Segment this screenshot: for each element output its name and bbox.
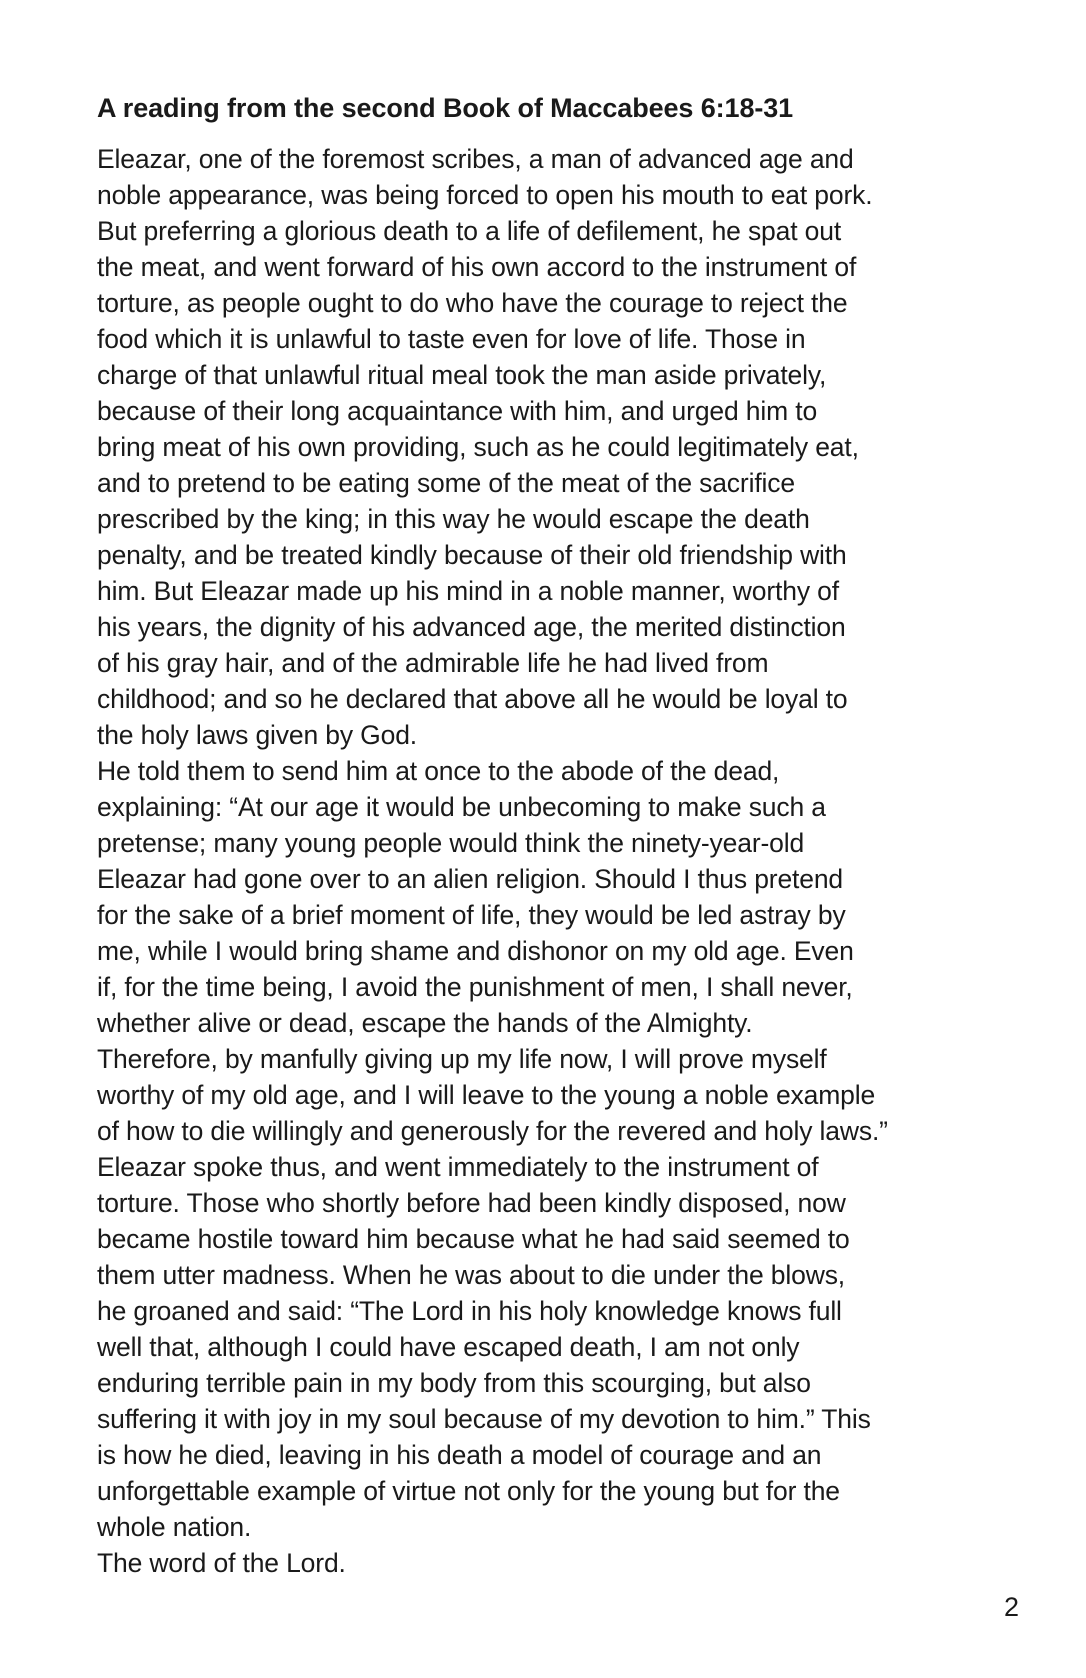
reading-body <box>97 141 1027 1581</box>
text-line: food which it is unlawful to taste even for love of life. Those in <box>97 324 806 354</box>
text-line: noble appearance, was being forced to open his mouth to eat pork. <box>97 180 873 210</box>
text-line: whether alive or dead, escape the hands of the Almighty. <box>97 1008 753 1038</box>
text-line: if, for the time being, I avoid the punishment of men, I shall never, <box>97 972 853 1002</box>
text-line: worthy of my old age, and I will leave to the young a noble example <box>97 1080 876 1110</box>
text-line: prescribed by the king; in this way he would escape the death <box>97 504 810 534</box>
reading-title: A reading from the second Book of Maccabees 6:18-31 <box>97 93 794 123</box>
text-line: explaining: “At our age it would be unbecoming to make such a <box>97 792 826 822</box>
text-line: the meat, and went forward of his own accord to the instrument of <box>97 252 857 282</box>
text-line: suffering it with joy in my soul because of my devotion to him.” This <box>97 1404 871 1434</box>
text-line: and to pretend to be eating some of the meat of the sacrifice <box>97 468 795 498</box>
text-line: of how to die willingly and generously for the revered and holy laws.” <box>97 1116 888 1146</box>
text-line: childhood; and so he declared that above all he would be loyal to <box>97 684 848 714</box>
text-line: them utter madness. When he was about to die under the blows, <box>97 1260 846 1290</box>
text-line: Eleazar had gone over to an alien religion. Should I thus pretend <box>97 864 844 894</box>
text-line: of his gray hair, and of the admirable life he had lived from <box>97 648 769 678</box>
text-line: is how he died, leaving in his death a model of courage and an <box>97 1440 822 1470</box>
text-line: bring meat of his own providing, such as he could legitimately eat, <box>97 432 859 462</box>
text-line: Eleazar, one of the foremost scribes, a man of advanced age and <box>97 144 854 174</box>
text-line: torture, as people ought to do who have the courage to reject the <box>97 288 848 318</box>
text-line: because of their long acquaintance with him, and urged him to <box>97 396 818 426</box>
text-line: the holy laws given by God. <box>97 720 418 750</box>
text-line: Therefore, by manfully giving up my life now, I will prove myself <box>97 1044 827 1074</box>
text-line: But preferring a glorious death to a life of defilement, he spat out <box>97 216 842 246</box>
text-line: unforgettable example of virtue not only for the young but for the <box>97 1476 840 1506</box>
text-line: he groaned and said: “The Lord in his holy knowledge knows full <box>97 1296 842 1326</box>
text-line: him. But Eleazar made up his mind in a noble manner, worthy of <box>97 576 839 606</box>
text-line: his years, the dignity of his advanced age, the merited distinction <box>97 612 846 642</box>
text-line: for the sake of a brief moment of life, they would be led astray by <box>97 900 846 930</box>
text-line: The word of the Lord. <box>97 1548 346 1578</box>
text-line: pretense; many young people would think the ninety-year-old <box>97 828 805 858</box>
text-line: He told them to send him at once to the abode of the dead, <box>97 756 780 786</box>
text-line: charge of that unlawful ritual meal took the man aside privately, <box>97 360 827 390</box>
text-line: torture. Those who shortly before had been kindly disposed, now <box>97 1188 846 1218</box>
text-line: enduring terrible pain in my body from this scourging, but also <box>97 1368 811 1398</box>
page-number: 2 <box>1004 1592 1020 1622</box>
text-line: well that, although I could have escaped death, I am not only <box>97 1332 800 1362</box>
text-line: whole nation. <box>97 1512 252 1542</box>
text-line: became hostile toward him because what he had said seemed to <box>97 1224 850 1254</box>
text-line: penalty, and be treated kindly because of their old friendship with <box>97 540 847 570</box>
text-line: me, while I would bring shame and dishonor on my old age. Even <box>97 936 854 966</box>
text-line: Eleazar spoke thus, and went immediately to the instrument of <box>97 1152 819 1182</box>
